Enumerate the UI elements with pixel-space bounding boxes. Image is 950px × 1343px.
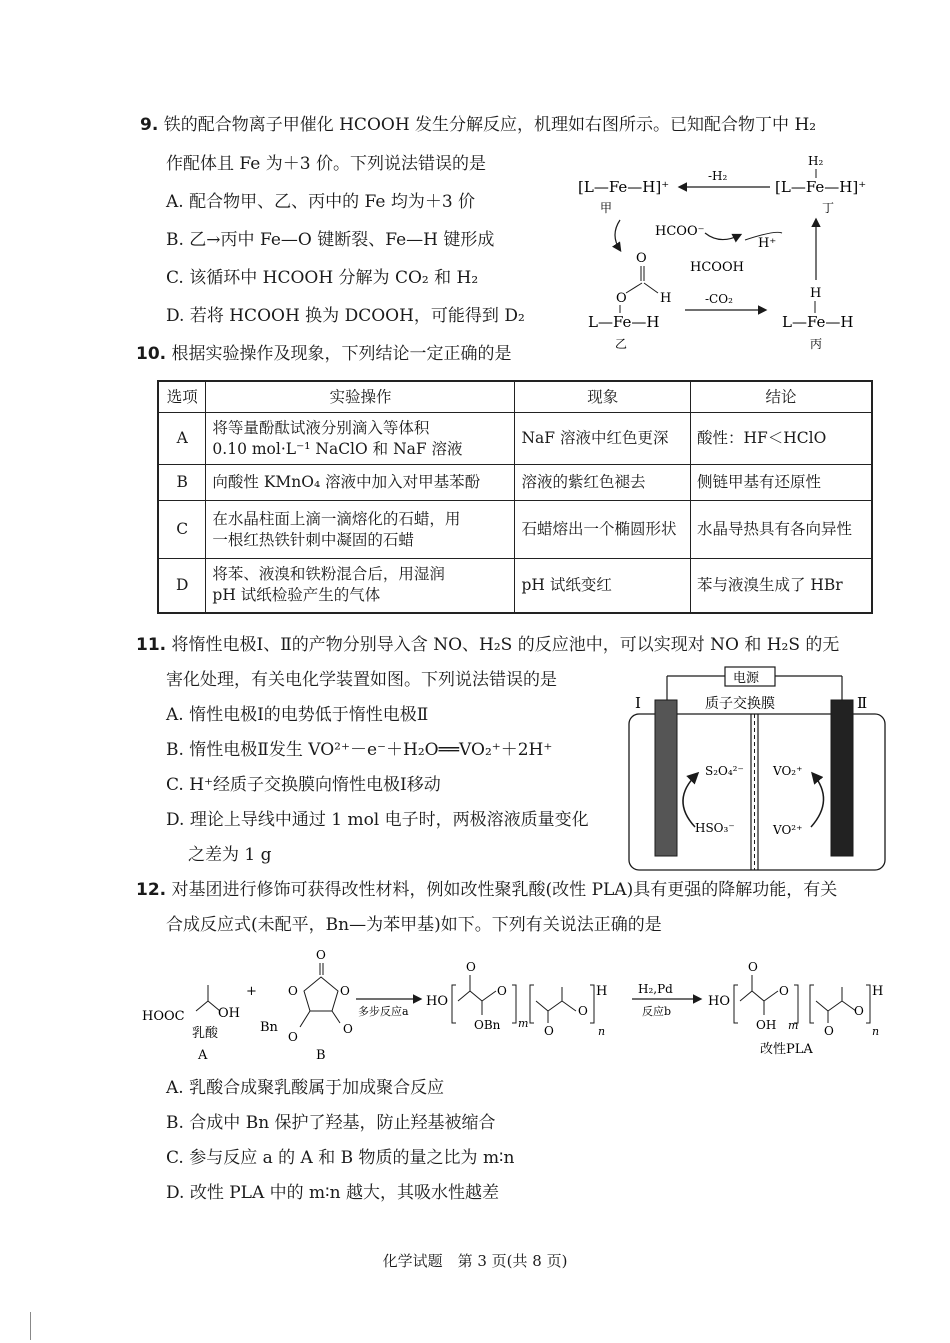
q9-option-a: A. 配合物甲、乙、丙中的 Fe 均为＋3 价: [166, 192, 476, 212]
b-o-ring-left: O: [288, 984, 298, 998]
p2-ho: HO: [708, 994, 730, 1009]
complex-yi-label: 乙: [615, 337, 628, 351]
b-o-exo: O: [343, 1022, 353, 1036]
p1-n: n: [598, 1025, 606, 1038]
operation-line: 将等量酚酞试液分别滴入等体积: [212, 418, 430, 437]
b-o-ether: O: [288, 1030, 298, 1044]
q12-reaction-scheme: [138, 945, 898, 1065]
operation-line: 向酸性 KMnO₄ 溶液中加入对甲基苯酚: [212, 473, 481, 491]
lactic-acid-hooc: HOOC: [142, 1009, 185, 1024]
operation-line: pH 试纸检验产生的气体: [212, 586, 381, 605]
margin-mark: [30, 1312, 31, 1340]
row-phenomenon: NaF 溶液中红色更深: [515, 413, 690, 465]
q12-option-b: B. 合成中 Bn 保护了羟基，防止羟基被缩合: [166, 1113, 496, 1133]
membrane-label: 质子交换膜: [705, 696, 775, 712]
p1-ho: HO: [426, 994, 448, 1009]
q11-option-d: D. 理论上导线中通过 1 mol 电子时，两极溶液质量变化: [166, 810, 589, 830]
complex-jia-label: 甲: [600, 201, 613, 215]
complex-yi: L—Fe—H: [588, 313, 660, 331]
complex-bing-h: H: [810, 286, 822, 301]
q9-mechanism-diagram: [570, 145, 900, 355]
p2-o-carbonyl: O: [748, 960, 758, 974]
operation-line: 在水晶柱面上滴一滴熔化的石蜡，用: [212, 509, 461, 528]
row-conclusion: 侧链甲基有还原性: [690, 465, 872, 501]
q12-stem-line2: 合成反应式(未配平，Bn—为苯甲基)如下。下列有关说法正确的是: [166, 915, 662, 935]
page-footer: 化学试题 第 3 页(共 8 页): [382, 1252, 568, 1270]
yi-o-bottom: O: [616, 291, 627, 306]
minus-co2-label: -CO₂: [705, 292, 733, 306]
q11-option-c: C. H⁺经质子交换膜向惰性电极Ⅰ移动: [166, 775, 441, 795]
q11-stem-line2: 害化处理，有关电化学装置如图。下列说法错误的是: [166, 670, 557, 690]
vo-ion: VO²⁺: [773, 823, 803, 837]
q12-stem-line1: [136, 879, 837, 901]
q9-option-c: C. 该循环中 HCOOH 分解为 CO₂ 和 H₂: [166, 268, 479, 288]
p2-n: n: [872, 1025, 880, 1038]
table-row: [158, 465, 872, 501]
operation-line: 将苯、液溴和铁粉混合后，用湿润: [212, 565, 445, 584]
row-phenomenon: pH 试纸变红: [515, 559, 690, 613]
step-a-label: 多步反应a: [358, 1005, 409, 1018]
complex-ding-h2: H₂: [808, 154, 824, 168]
minus-h2-label: -H₂: [708, 169, 728, 183]
table-header-row: [158, 381, 872, 413]
s2o4-ion: S₂O₄²⁻: [705, 764, 744, 778]
q12-option-a: A. 乳酸合成聚乳酸属于加成聚合反应: [166, 1078, 445, 1098]
q9-option-b: B. 乙→丙中 Fe—O 键断裂、Fe—H 键形成: [166, 230, 495, 250]
q11-number: 11.: [136, 635, 167, 655]
vo2-ion: VO₂⁺: [773, 764, 803, 778]
hcooh-label: HCOOH: [690, 260, 744, 275]
compound-b-letter: B: [316, 1048, 326, 1063]
q9-number: 9.: [140, 115, 159, 135]
q11-option-a: A. 惰性电极Ⅰ的电势低于惰性电极Ⅱ: [166, 705, 429, 725]
q12-number: 12.: [136, 880, 167, 900]
q10-number: 10.: [136, 344, 167, 364]
p1-o-carbonyl2: O: [544, 1024, 554, 1038]
header-operation: 实验操作: [206, 381, 515, 413]
q9-stem-line2: 作配体且 Fe 为＋3 价。下列说法错误的是: [166, 154, 486, 174]
complex-bing: L—Fe—H: [782, 313, 854, 331]
q11-option-b: B. 惰性电极Ⅱ发生 VO²⁺－e⁻＋H₂O══VO₂⁺＋2H⁺: [166, 740, 553, 760]
row-phenomenon: 石蜡熔出一个椭圆形状: [515, 501, 690, 559]
q10-stem-text: 根据实验操作及现象，下列结论一定正确的是: [171, 344, 512, 364]
modified-pla-label: 改性PLA: [760, 1042, 813, 1057]
power-source-label: 电源: [733, 671, 760, 686]
electrode-2: [831, 700, 853, 856]
row-operation: [206, 501, 515, 559]
plus-sign: +: [246, 984, 257, 999]
yi-h: H: [660, 291, 672, 306]
q10-stem: [136, 343, 512, 365]
step-b-reagent: H₂,Pd: [638, 982, 673, 996]
p1-obn: OBn: [474, 1018, 501, 1032]
compound-a-letter: A: [198, 1048, 208, 1063]
row-conclusion: 苯与液溴生成了 HBr: [690, 559, 872, 613]
b-bn-group: Bn: [260, 1020, 278, 1035]
p2-o-ester2: O: [854, 1004, 864, 1018]
complex-bing-label: 丙: [810, 337, 823, 351]
row-conclusion: 酸性：HF＜HClO: [690, 413, 872, 465]
q9-option-d: D. 若将 HCOOH 换为 DCOOH，可能得到 D₂: [166, 306, 525, 326]
q12-option-c: C. 参与反应 a 的 A 和 B 物质的量之比为 m∶n: [166, 1148, 515, 1168]
row-conclusion: 水晶导热具有各向异性: [690, 501, 872, 559]
b-o-carbonyl: O: [316, 948, 326, 962]
table-row: [158, 559, 872, 613]
p1-o-ester1: O: [497, 984, 507, 998]
row-option: A: [158, 413, 206, 465]
operation-line: 一根红热铁针刺中凝固的石蜡: [212, 530, 414, 549]
yi-o-top: O: [636, 251, 647, 266]
header-conclusion: 结论: [690, 381, 872, 413]
q11-cell-diagram: [625, 662, 890, 874]
hso3-ion: HSO₃⁻: [695, 821, 735, 835]
q9-stem-line1: [140, 114, 816, 136]
p2-h: H: [872, 984, 884, 999]
p1-m: m: [518, 1017, 529, 1030]
row-operation: [206, 465, 515, 501]
q12-option-d: D. 改性 PLA 中的 m∶n 越大，其吸水性越差: [166, 1183, 499, 1203]
q9-stem-text1: 铁的配合物离子甲催化 HCOOH 发生分解反应，机理如右图所示。已知配合物丁中 H₂: [163, 115, 817, 135]
p2-o-carbonyl2: O: [824, 1024, 834, 1038]
electrode-1-label: Ⅰ: [635, 694, 641, 712]
q11-stem-text1: 将惰性电极Ⅰ、Ⅱ的产物分别导入含 NO、H₂S 的反应池中，可以实现对 NO 和 H₂S 的无: [171, 635, 840, 655]
row-option: D: [158, 559, 206, 613]
p2-o-ester1: O: [779, 984, 789, 998]
row-phenomenon: 溶液的紫红色褪去: [515, 465, 690, 501]
complex-ding-label: 丁: [822, 201, 835, 215]
q12-stem-text1: 对基团进行修饰可获得改性材料，例如改性聚乳酸(改性 PLA)具有更强的降解功能，有关: [171, 880, 838, 900]
row-option: B: [158, 465, 206, 501]
step-b-label: 反应b: [642, 1005, 672, 1018]
header-option: 选项: [158, 381, 206, 413]
lactic-acid-name: 乳酸: [192, 1026, 219, 1041]
q11-option-d-cont: 之差为 1 g: [188, 845, 272, 865]
header-phenomenon: 现象: [515, 381, 690, 413]
h-ion: H⁺: [758, 236, 777, 251]
p2-oh: OH: [756, 1018, 777, 1032]
table-row: [158, 501, 872, 559]
row-operation: [206, 559, 515, 613]
hcoo-ion: HCOO⁻: [655, 224, 705, 239]
p1-o-ester2: O: [578, 1004, 588, 1018]
p1-h: H: [596, 984, 608, 999]
b-o-ring-right: O: [340, 984, 350, 998]
p2-m: m: [788, 1019, 799, 1032]
operation-line: 0.10 mol·L⁻¹ NaClO 和 NaF 溶液: [212, 439, 463, 458]
q10-table: [157, 380, 873, 614]
row-operation: [206, 413, 515, 465]
complex-ding: [L—Fe—H]⁺: [775, 178, 867, 196]
complex-jia: [L—Fe—H]⁺: [578, 178, 670, 196]
p1-o-carbonyl: O: [466, 960, 476, 974]
electrode-2-label: Ⅱ: [857, 694, 868, 712]
row-option: C: [158, 501, 206, 559]
q11-stem-line1: [136, 634, 839, 656]
lactic-acid-oh: OH: [218, 1006, 240, 1021]
electrode-1: [655, 700, 677, 856]
table-row: [158, 413, 872, 465]
